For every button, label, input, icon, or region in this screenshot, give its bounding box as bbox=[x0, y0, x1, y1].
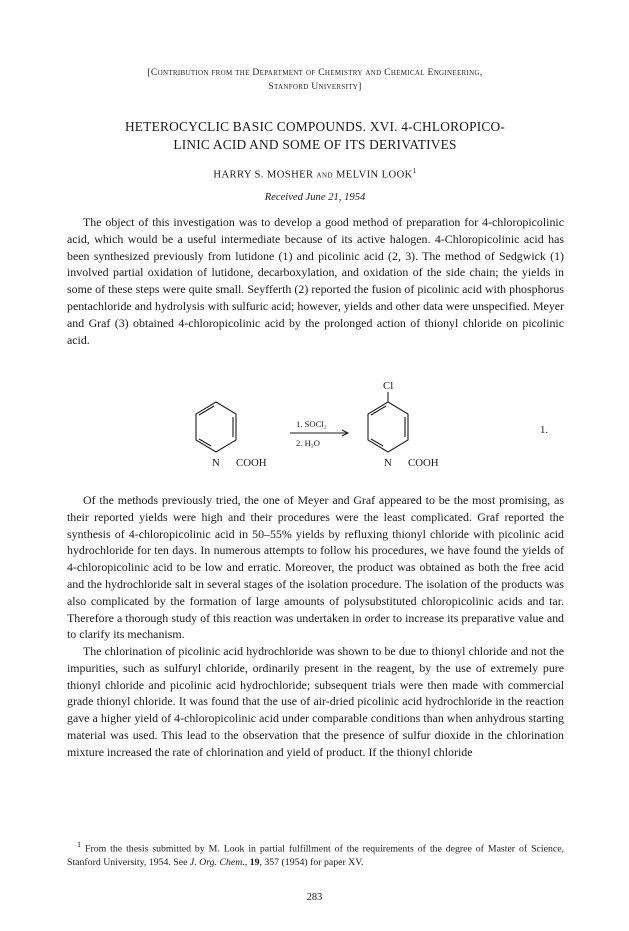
paragraph-2: Of the methods previously tried, the one of Meyer and Graf appeared to be the most promising, as their reported yields were high and their procedures were the least complicated. Graf reported the synthesis of 4-chloropicolinic acid in 50–55% yields by refluxing thionyl chloride with picolinic acid hydrochloride for ten days. In numerous attempts to follow his procedures, we have found the yields of 4-chloropicolinic acid to be low and erratic. Moreover, the product was obtained as both the free acid and the hydrochloride salt in several stages of the isolation procedure. The isolation of the products was also complicated by the formation of large amounts of polysubstituted chloropicolinic acids and tar. Therefore a thorough study of this reaction was undertaken in order to increase its preparative value and to clarify its mechanism. bbox=[67, 493, 564, 642]
received-date: Received June 21, 1954 bbox=[264, 192, 366, 203]
author-2: MELVIN LOOK bbox=[335, 169, 413, 181]
reactant-nitrogen-label: N bbox=[212, 457, 220, 469]
product-cooh-label: COOH bbox=[408, 457, 439, 469]
paragraph-3: The chlorination of picolinic acid hydrochloride was shown to be due to thionyl chloride and not the impurities, such as sulfuryl chloride, ordinarily present in the reagent, by the use of extremely pure thionyl chloride and picolinic acid hydrochloride; subsequent trials were then made with commercial grade thionyl chloride. It was found that the use of air-dried picolinic acid hydrochloride in the reaction gave a higher yield of 4-chloropicolinic acid under comparable conditions than when anhydrous starting material was used. This lead to the observation that the presence of sulfur dioxide in the chlorination mixture increased the rate of chlorination and yield of product. If the thionyl chloride bbox=[67, 644, 564, 759]
contribution-line-2: Stanford University bbox=[268, 81, 359, 92]
author-and: and bbox=[316, 169, 333, 181]
product-chlorine-label: Cl bbox=[383, 380, 394, 392]
footnote-text: $^1$ From the thesis submitted by M. Look in partial fulfillment of the requirements of the degree of Master of Science, Stanford University, 1954. See J. Org. Chem., 19, 357 (1954) for paper XV. bbox=[67, 840, 564, 868]
footnote-volume: 19 bbox=[249, 856, 260, 868]
paragraph-1: The object of this investigation was to develop a good method of preparation for 4-chloropicolinic acid, which would be a useful intermediate because of its active halogen. 4-Chloropicolinic acid has been synthesized previously from lutidone (1) and picolinic acid (2, 3). The method of Sedgwick (1) involved partial oxidation of lutidone, decarboxylation, and oxidation of the side chain; the yields in some of these steps were quite small. Seyfferth (2) reported the fusion of picolinic acid with phosphorus pentachloride and hydrolysis with sulfuric acid; however, yields and other data were unspecified. Meyer and Graf (3) obtained 4-chloropicolinic acid by the prolonged action of thionyl chloride on picolinic acid. bbox=[67, 215, 564, 347]
product-pyridine-ring bbox=[368, 392, 408, 452]
page-number: 283 bbox=[306, 892, 323, 903]
footnote bbox=[67, 838, 564, 869]
equation-number: 1. bbox=[540, 424, 549, 436]
footnote-mark: 1 bbox=[77, 840, 82, 849]
author-footnote-mark: 1 bbox=[412, 167, 417, 175]
product-nitrogen-label: N bbox=[384, 457, 392, 469]
article-title bbox=[80, 118, 550, 154]
reaction-arrow bbox=[290, 430, 348, 436]
title-line-1: HETEROCYCLIC BASIC COMPOUNDS. XVI. 4-CHLOROPICO- bbox=[124, 119, 506, 134]
reagent-step-2: 2. H₂O bbox=[296, 438, 321, 448]
reaction-scheme bbox=[180, 380, 580, 476]
reagent-step-1: 1. SOCl₂ bbox=[296, 419, 327, 429]
contribution-line-1: Contribution from the Department of Chemistry and Chemical Engineering, bbox=[150, 67, 483, 78]
reactant-pyridine-ring bbox=[196, 402, 236, 452]
reactant-cooh-label: COOH bbox=[236, 457, 267, 469]
contribution-header: [Contribution from the Department of Chemistry and Chemical Engineering, Stanford University] bbox=[147, 67, 483, 92]
title-line-2: LINIC ACID AND SOME OF ITS DERIVATIVES bbox=[173, 137, 457, 152]
author-1: HARRY S. MOSHER bbox=[213, 169, 314, 181]
author-line bbox=[80, 167, 550, 181]
footnote-journal: J. Org. Chem. bbox=[189, 856, 245, 868]
